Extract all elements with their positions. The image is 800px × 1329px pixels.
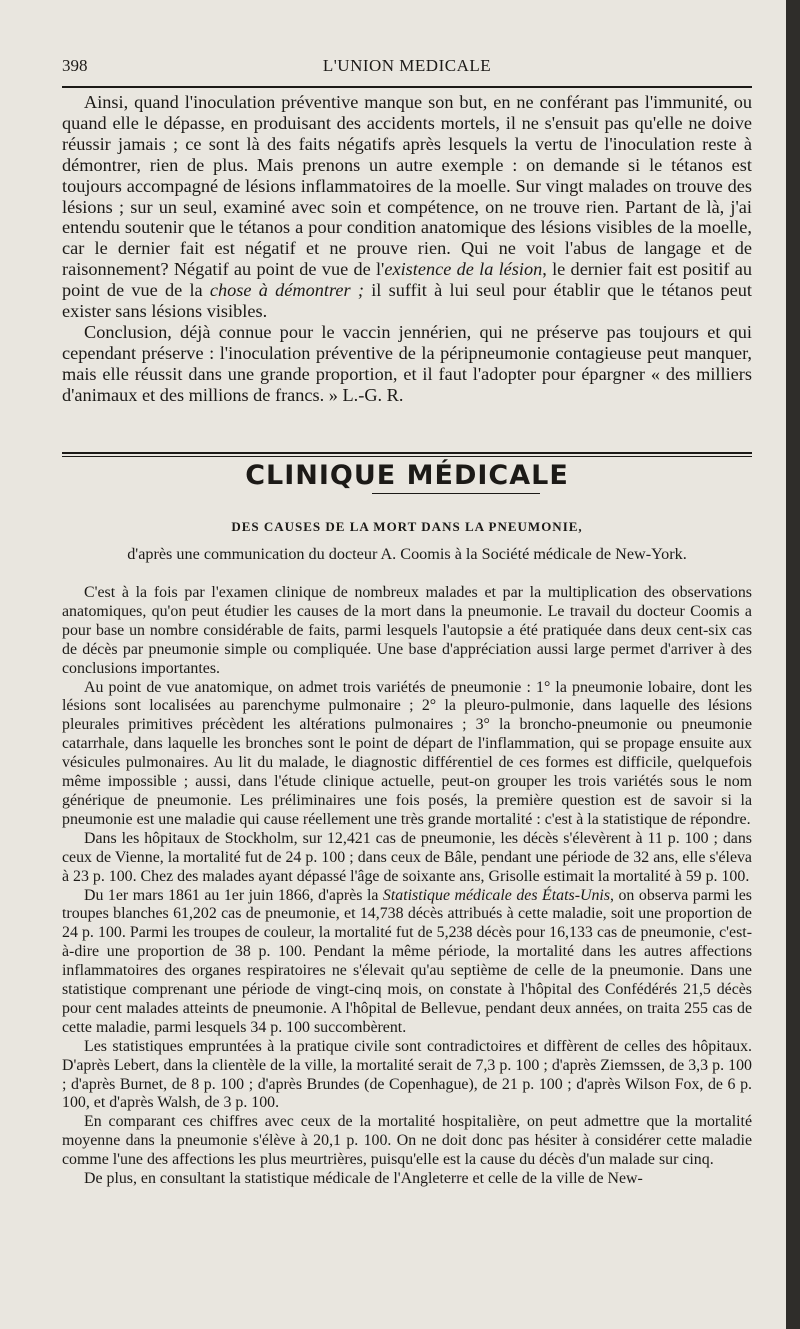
article-body <box>62 584 752 1189</box>
article-subtitle: DES CAUSES DE LA MORT DANS LA PNEUMONIE, <box>231 519 583 534</box>
section-rule-top-thin <box>62 456 752 457</box>
body-paragraph: C'est à la fois par l'examen clinique de nombreux malades et par la multiplication des observations anatomiques, qu'on peut étudier les causes de la mort dans la pneumonie. Le travail du docteur Coomis a pour base un nombre considérable de faits, parmi lesquels l'autopsie a été pratiquée dans deux cent-six cas de décès par pneumonie simple ou compliquée. Une base d'appréciation aussi large permet d'arriver à des conclusions importantes. <box>62 584 752 677</box>
page-number: 398 <box>62 56 88 75</box>
intro-paragraph: Ainsi, quand l'inoculation préventive manque son but, en ne conférant pas l'immunité, ou quand elle le dépasse, en produisant des accidents mortels, il ne s'ensuit pas qu'elle ne doive réussir jamais ; ce sont là des faits négatifs après lesquels la vertu de l'inoculation reste à démontrer, rien de plus. Mais prenons un autre exemple : on demande si le tétanos est toujours accompagné de lésions inflammatoires de la moelle. Sur vingt malades on trouve des lésions ; sur un seul, examiné avec soin et compétence, on ne trouve rien. Partant de là, j'ai entendu soutenir que le tétanos a pour condition anatomique des lésions visibles de la moelle, car le dernier fait est négatif et ne prouve rien. Qui ne voit l'abus de langage et de raisonnement? Négatif au point de vue de l'existence de la lésion, le dernier fait est positif au point de vue de la chose à démontrer ; il suffit à lui seul pour établir que le tétanos peut exister sans lésions visibles. <box>62 92 753 322</box>
body-paragraph: Du 1er mars 1861 au 1er juin 1866, d'après la Statistique médicale des États-Unis, on observa parmi les troupes blanches 61,202 cas de pneumonie, et 14,738 décès attribués à cette maladie, soit une proportion de 24 p. 100. Parmi les troupes de couleur, la mortalité fut de 5,238 décès pour 16,133 cas de pneumonie, c'est-à-dire une proportion de 38 p. 100. Pendant la même période, la mortalité dans les autres affections inflammatoires des organes respiratoires ne s'élevait qu'au septième de celle de la pneumonie. Dans une statistique comprenant une période de vingt-cinq mois, on constate à l'hôpital des Confédérés 21,5 décès pour cent malades atteints de pneumonie. A l'hôpital de Bellevue, pendant deux années, on traita 255 cas de cette maladie, parmi lesquels 34 p. 100 succombèrent. <box>62 886 752 1036</box>
section-rule-top <box>62 452 752 454</box>
body-paragraph: En comparant ces chiffres avec ceux de la mortalité hospitalière, on peut admettre que la mortalité moyenne dans la pneumonie s'élève à 20,1 p. 100. On ne doit donc pas hésiter à considérer cette maladie comme l'une des affections les plus meurtrières, puisqu'elle est la cause du décès d'un malade sur cinq. <box>62 1113 752 1169</box>
body-paragraph: Dans les hôpitaux de Stockholm, sur 12,421 cas de pneumonie, les décès s'élevèrent à 11 p. 100 ; dans ceux de Vienne, la mortalité fut de 24 p. 100 ; dans ceux de Bâle, pendant une période de 32 ans, elle s'éleva à 23 p. 100. Chez des malades ayant dépassé l'âge de soixante ans, Grisolle estimait la mortalité à 59 p. 100. <box>62 829 752 885</box>
running-title: L'UNION MEDICALE <box>322 56 492 75</box>
body-paragraph: Au point de vue anatomique, on admet trois variétés de pneumonie : 1° la pneumonie lobaire, dont les lésions sont localisées au parenchyme pulmonaire ; 2° la pleuro-pulmonie, dans laquelle des lésions pleurales primitives précèdent les altérations pulmonaires ; 3° la broncho-pneumonie ou pneumonie catarrhale, dans laquelle les bronches sont le point de départ de l'inflammation, qui se propage ensuite aux vésicules pulmonaires. Au lit du malade, le diagnostic différentiel de ces formes est difficile, quelquefois même impossible ; aussi, dans l'étude clinique actuelle, peut-on grouper les trois variétés sous le nom générique de pneumonie. Les préliminaires une fois posés, la première question est de savoir si la pneumonie est une maladie qui cause réellement une très grande mortalité : c'est à la statistique de répondre. <box>62 678 752 828</box>
conclusion-paragraph: Conclusion, déjà connue pour le vaccin jennérien, qui ne préserve pas toujours et qui cependant préserve : l'inoculation préventive de la péripneumonie contagieuse peut manquer, mais elle réussit dans une grande proportion, et il faut l'adopter pour épargner « des milliers d'animaux et des millions de francs. » L.-G. R. <box>62 321 752 405</box>
intro-text <box>62 92 752 406</box>
article-byline: d'après une communication du docteur A. Coomis à la Société médicale de New-York. <box>127 545 687 563</box>
body-paragraph: Les statistiques empruntées à la pratique civile sont contradictoires et diffèrent de celles des hôpitaux. D'après Lebert, dans la clientèle de la ville, la mortalité serait de 7,3 p. 100 ; d'après Ziemssen, de 3,3 p. 100 ; d'après Burnet, de 8 p. 100 ; d'après Brundes (de Copenhague), de 21 p. 100 ; d'après Wilson Fox, de 6 p. 100, et d'après Walsh, de 3 p. 100. <box>62 1037 752 1112</box>
body-paragraph: De plus, en consultant la statistique médicale de l'Angleterre et celle de la ville de New- <box>84 1170 643 1188</box>
header-rule <box>62 86 752 88</box>
page-header <box>62 56 752 80</box>
page-edge <box>786 0 800 1329</box>
section-title: CLINIQUE MÉDICALE <box>245 460 569 491</box>
title-underline <box>372 493 540 494</box>
